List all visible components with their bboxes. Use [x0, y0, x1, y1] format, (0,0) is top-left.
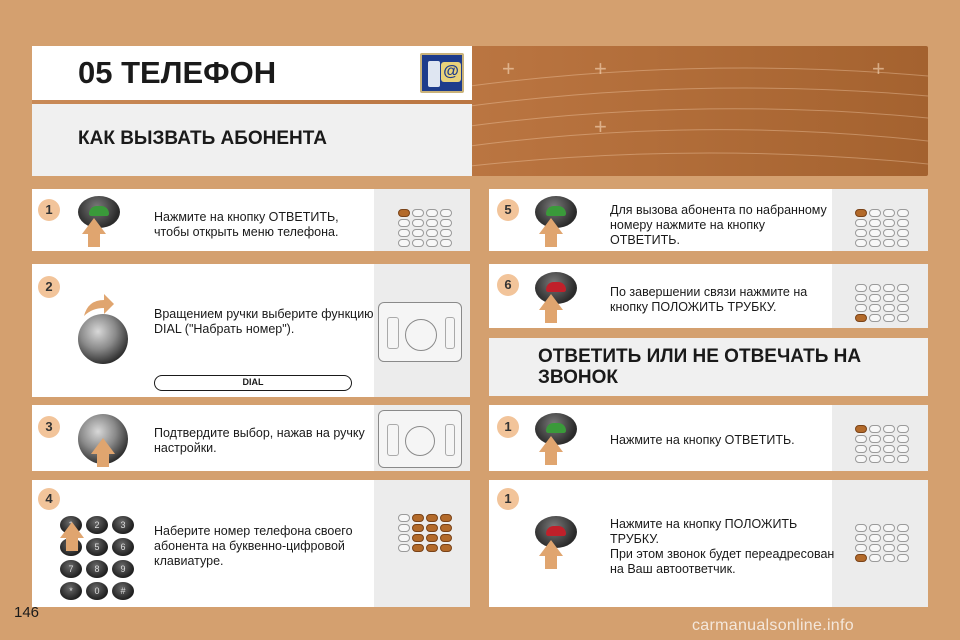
step-text-2: Вращением ручки выберите функцию DIAL ("Набрать номер"). [154, 307, 374, 336]
step-number-6: 6 [497, 274, 519, 296]
radio-panel-thumbnail [378, 410, 462, 468]
step-number-2: 2 [38, 276, 60, 298]
arrow-up-icon [539, 436, 563, 452]
step-text-5: Для вызова абонента по набранному номеру нажмите на кнопку ОТВЕТИТЬ. [610, 203, 827, 247]
step-number-3: 3 [38, 416, 60, 438]
numeric-keypad-icon: 1 2 3 5 6 7 8 9 * 0 # [60, 516, 134, 600]
arrow-up-icon [91, 438, 115, 454]
step-text-4: Наберите номер телефона своего абонента на буквенно-цифровой клавиатуре. [154, 524, 353, 568]
arrow-up-icon [539, 540, 563, 556]
page-title: 05 ТЕЛЕФОН [78, 55, 277, 90]
step-number-answer: 1 [497, 416, 519, 438]
dial-label: DIAL [154, 375, 352, 391]
step-number-5: 5 [497, 199, 519, 221]
step-text-3: Подтвердите выбор, нажав на ручку настройки. [154, 426, 365, 455]
rotary-knob-icon [78, 314, 128, 364]
section-title-call: КАК ВЫЗВАТЬ АБОНЕНТА [78, 128, 327, 149]
step-number-reject: 1 [497, 488, 519, 510]
phone-at-icon: @ [420, 53, 464, 93]
step-text-6: По завершении связи нажмите на кнопку ПОЛОЖИТЬ ТРУБКУ. [610, 285, 808, 314]
watermark: carmanualsonline.info [692, 617, 854, 634]
arrow-up-icon [539, 294, 563, 310]
arrow-up-icon [82, 218, 106, 234]
step-text-1: Нажмите на кнопку ОТВЕТИТЬ, чтобы открыть меню телефона. [154, 210, 339, 239]
keypad-thumbnail [855, 524, 909, 562]
step-number-1: 1 [38, 199, 60, 221]
step-text-reject: Нажмите на кнопку ПОЛОЖИТЬ ТРУБКУ. При этом звонок будет переадресован на Ваш автоответчик. [610, 517, 835, 576]
keypad-thumbnail [855, 284, 909, 322]
arrow-up-icon [60, 522, 84, 538]
step-number-4: 4 [38, 488, 60, 510]
radio-panel-thumbnail [378, 302, 462, 362]
keypad-thumbnail [398, 209, 452, 247]
keypad-thumbnail [855, 425, 909, 463]
keypad-thumbnail [855, 209, 909, 247]
arrow-up-icon [539, 218, 563, 234]
keypad-thumbnail [398, 514, 452, 552]
page-number: 146 [14, 604, 40, 621]
step-text-answer: Нажмите на кнопку ОТВЕТИТЬ. [610, 433, 795, 447]
header-decoration: + + + + [470, 46, 928, 176]
section-title-answer: ОТВЕТИТЬ ИЛИ НЕ ОТВЕЧАТЬ НА ЗВОНОК [538, 346, 862, 388]
